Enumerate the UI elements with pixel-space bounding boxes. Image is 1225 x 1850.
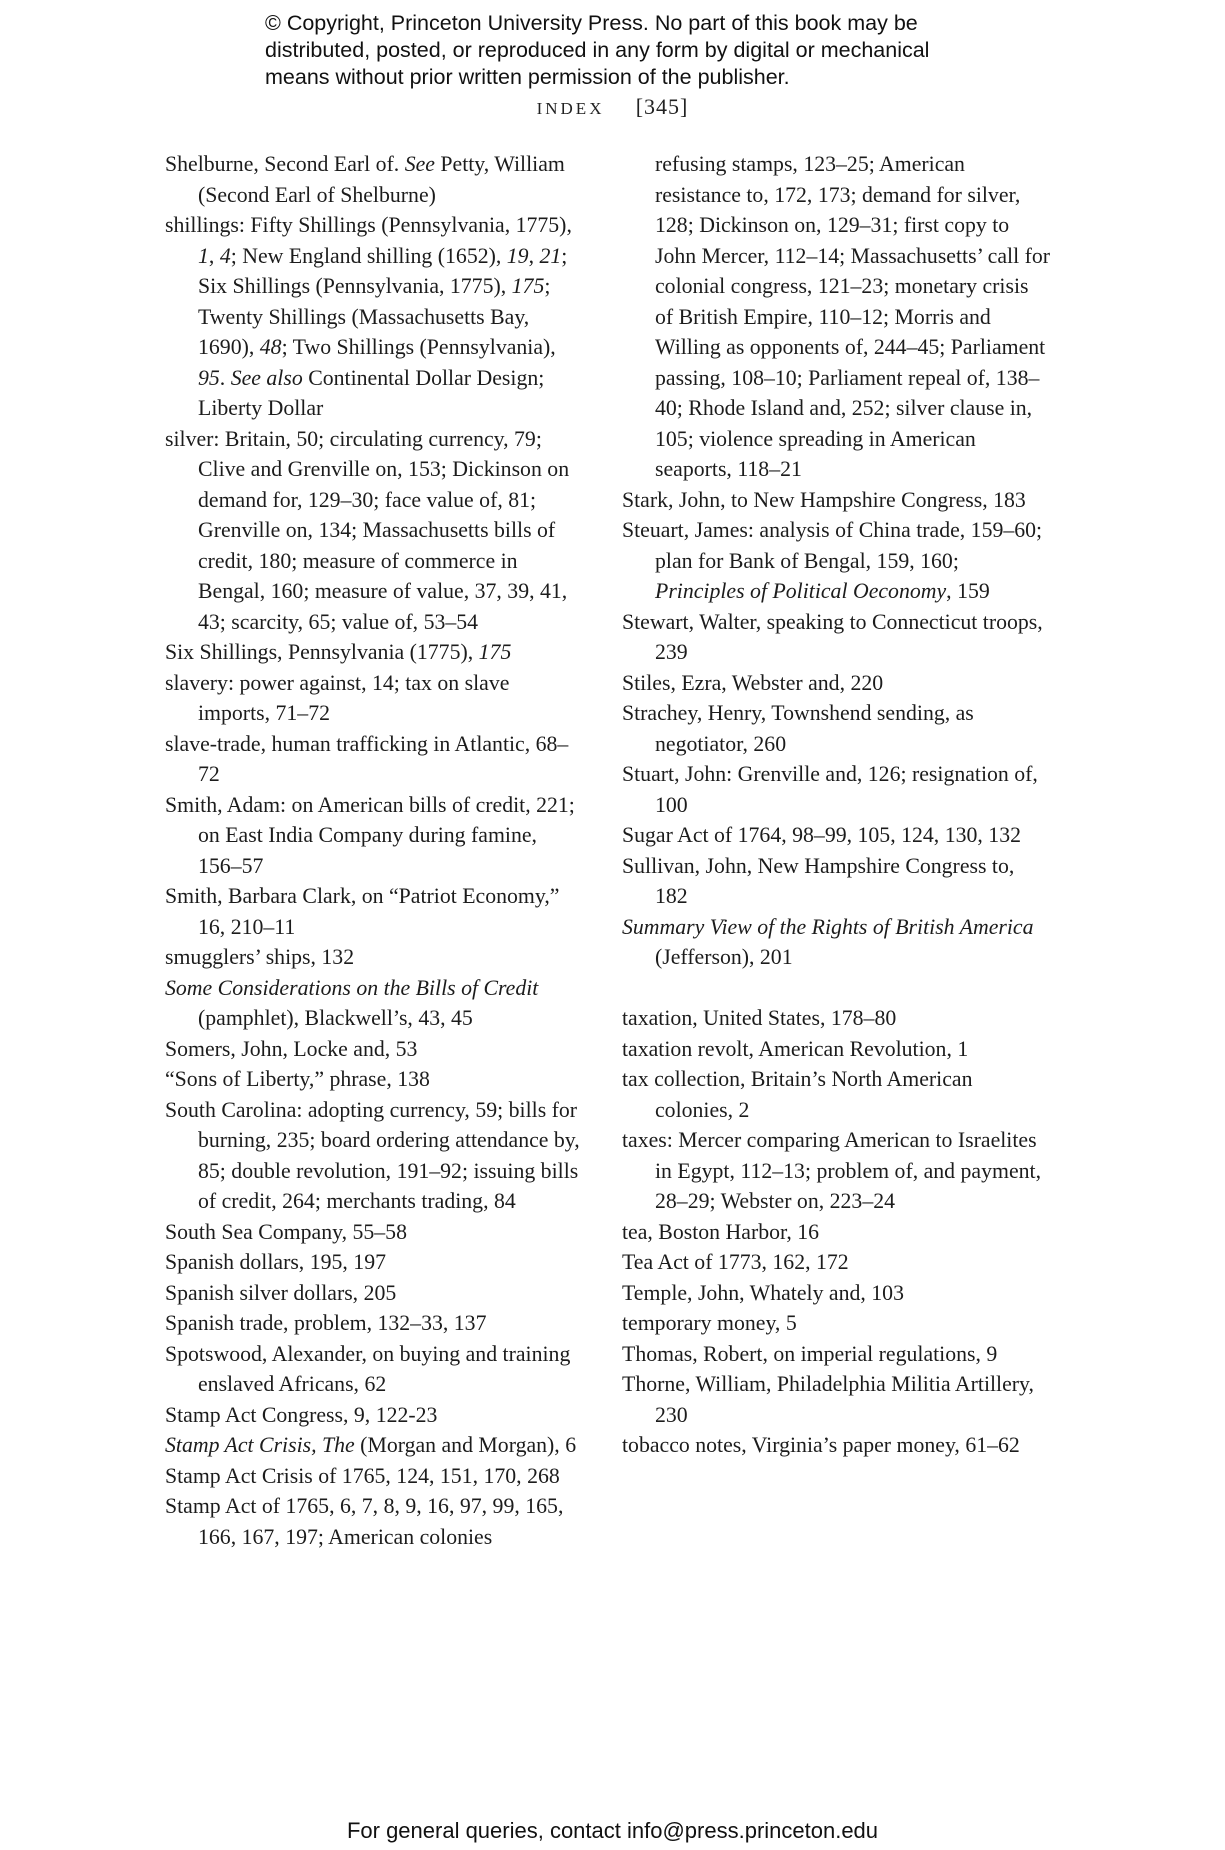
- index-column-right: [622, 149, 1052, 1461]
- index-text: “Sons of Liberty,” phrase, 138: [165, 1067, 430, 1091]
- index-text: slave-trade, human trafficking in Atlantic, 68–72: [165, 731, 569, 786]
- index-text: silver: Britain, 50; circulating currency, 79; Clive and Grenville on, 153; Dickinson on demand for, 129–30; face value of, 81; Grenville on, 134; Massachusetts bills of credit, 180; measure of commerce in Bengal, 160; measure of value, 37, 39, 41, 43; scarcity, 65; value of, 53–54: [165, 426, 570, 634]
- index-text: Petty, William (Second Earl of Shelburne): [198, 152, 565, 207]
- index-entry: [622, 1217, 1052, 1248]
- index-entry: [165, 1339, 585, 1400]
- index-entry: [622, 1247, 1052, 1278]
- index-column-left: [165, 149, 585, 1552]
- index-text: Tea Act of 1773, 162, 172: [622, 1250, 849, 1274]
- index-text: Stamp Act Crisis of 1765, 124, 151, 170, 268: [165, 1463, 560, 1488]
- index-text: tea, Boston Harbor, 16: [622, 1219, 820, 1244]
- index-italic-text: See also: [230, 365, 303, 390]
- index-entry: [165, 790, 585, 882]
- index-entry: [165, 668, 585, 729]
- index-entry: [165, 149, 585, 210]
- index-entry: [622, 1003, 1052, 1034]
- index-italic-text: 19: [506, 243, 529, 268]
- index-italic-text: Summary View of the Rights of British America: [622, 914, 1034, 939]
- index-text: Thomas, Robert, on imperial regulations, 9: [622, 1341, 998, 1366]
- index-text: Sullivan, John, New Hampshire Congress to, 182: [622, 853, 1015, 908]
- index-entry: [622, 1064, 1052, 1125]
- index-entry: [622, 1308, 1052, 1339]
- index-text: Smith, Adam: on American bills of credit, 221; on East India Company during famine, 156–57: [165, 792, 575, 878]
- page-number: [345]: [635, 94, 689, 119]
- index-text: temporary money, 5: [622, 1311, 797, 1335]
- index-entry: [165, 729, 585, 790]
- index-entry: [622, 485, 1052, 516]
- index-entry: [165, 1064, 585, 1095]
- index-entry: [622, 607, 1052, 668]
- index-text: Strachey, Henry, Townshend sending, as negotiator, 260: [622, 701, 974, 756]
- index-text: tax collection, Britain’s North American colonies, 2: [622, 1067, 973, 1122]
- index-text: Spanish trade, problem, 132–33, 137: [165, 1311, 487, 1335]
- index-text: refusing stamps, 123–25; American resistance to, 172, 173; demand for silver, 128; Dickinson on, 129–31; first copy to John Mercer, 112–14; Massachusetts’ call for colonial congress, 121–23; monetary crisis of British Empire, 110–12; Morris and Willing as opponents of, 244–45; Parliament passing, 108–10; Parliament repeal of, 138–40; Rhode Island and, 252; silver clause in, 105; violence spreading in American seaports, 118–21: [655, 152, 1050, 481]
- index-entry: [622, 1034, 1052, 1065]
- index-text: Stamp Act of 1765, 6, 7, 8, 9, 16, 97, 99, 165, 166, 167, 197; American colonies: [165, 1494, 564, 1549]
- index-italic-text: Stamp Act Crisis, The: [165, 1433, 355, 1457]
- index-italic-text: Some Considerations on the Bills of Credit: [165, 975, 539, 1000]
- index-text: Six Shillings, Pennsylvania (1775),: [165, 640, 479, 664]
- index-text: ,: [208, 243, 220, 268]
- index-text: Shelburne, Second Earl of.: [165, 152, 405, 176]
- index-text: Continental Dollar Design; Liberty Dollar: [198, 365, 545, 420]
- index-text: ; Two Shillings (Pennsylvania),: [281, 335, 556, 359]
- index-entry: [165, 942, 585, 973]
- index-text: Somers, John, Locke and, 53: [165, 1036, 418, 1061]
- index-text: ; New England shilling (1652),: [230, 243, 507, 268]
- index-entry: [165, 1247, 585, 1278]
- index-text: Smith, Barbara Clark, on “Patriot Economy,” 16, 210–11: [165, 884, 560, 939]
- index-text: Spanish dollars, 195, 197: [165, 1250, 386, 1274]
- index-text: .: [219, 365, 231, 390]
- index-entry: [165, 1430, 585, 1461]
- index-entry: [622, 1125, 1052, 1217]
- index-text: Steuart, James: analysis of China trade, 159–60; plan for Bank of Bengal, 159, 160;: [622, 518, 1043, 573]
- index-text: ; Twenty Shillings (Massachusetts Bay, 1690),: [198, 274, 551, 359]
- index-entry: [622, 912, 1052, 973]
- copyright-line: © Copyright, Princeton University Press. No part of this book may be: [265, 11, 918, 35]
- index-entry: [165, 973, 585, 1034]
- index-italic-text: 48: [259, 335, 282, 359]
- index-entry: [622, 1430, 1052, 1461]
- index-text: Stewart, Walter, speaking to Connecticut troops, 239: [622, 609, 1043, 664]
- index-text: (Morgan and Morgan), 6: [354, 1433, 577, 1457]
- index-text: tobacco notes, Virginia’s paper money, 61–62: [622, 1433, 1020, 1457]
- index-entry: [165, 881, 585, 942]
- index-text: Thorne, William, Philadelphia Militia Artillery, 230: [622, 1372, 1034, 1427]
- index-entry: [622, 1339, 1052, 1370]
- index-italic-text: Principles of Political Oeconomy: [655, 579, 947, 603]
- running-head: [0, 94, 1225, 120]
- index-entry: [165, 1217, 585, 1248]
- index-text: Spanish silver dollars, 205: [165, 1280, 397, 1305]
- index-text: South Carolina: adopting currency, 59; bills for burning, 235; board ordering attendance by, 85; double revolution, 191–92; issuing bills of credit, 264; merchants trading, 84: [165, 1097, 580, 1213]
- index-text: taxation, United States, 178–80: [622, 1006, 897, 1030]
- index-entry: [165, 210, 585, 424]
- index-entry: [622, 820, 1052, 851]
- index-text: Temple, John, Whately and, 103: [622, 1280, 904, 1305]
- index-italic-text: 21: [539, 243, 562, 268]
- index-text: smugglers’ ships, 132: [165, 945, 355, 969]
- running-head-label: INDEX: [536, 99, 605, 118]
- index-entry: [165, 1491, 585, 1552]
- index-italic-text: 4: [219, 243, 231, 268]
- index-text: shillings: Fifty Shillings (Pennsylvania, 1775),: [165, 213, 572, 237]
- copyright-line: means without prior written permission of the publisher.: [265, 65, 790, 89]
- index-italic-text: 1: [198, 243, 209, 268]
- index-text: Stuart, John: Grenville and, 126; resignation of, 100: [622, 762, 1038, 817]
- index-text: taxation revolt, American Revolution, 1: [622, 1036, 969, 1061]
- index-text: , 159: [946, 579, 990, 603]
- index-entry: [165, 1461, 585, 1492]
- index-entry: [165, 1278, 585, 1309]
- index-text: South Sea Company, 55–58: [165, 1219, 407, 1244]
- index-text: (pamphlet), Blackwell’s, 43, 45: [198, 1006, 473, 1030]
- index-entry: [622, 1278, 1052, 1309]
- index-text: Stark, John, to New Hampshire Congress, 183: [622, 487, 1026, 512]
- index-entry: [165, 1034, 585, 1065]
- index-text: Sugar Act of 1764, 98–99, 105, 124, 130, 132: [622, 823, 1021, 847]
- index-text: (Jefferson), 201: [655, 945, 793, 969]
- index-text: Spotswood, Alexander, on buying and training enslaved Africans, 62: [165, 1341, 571, 1396]
- index-entry: [165, 424, 585, 638]
- index-italic-text: 175: [478, 640, 512, 664]
- footer-contact: For general queries, contact info@press.princeton.edu: [346, 1818, 879, 1843]
- index-entry: [622, 698, 1052, 759]
- index-entry: [165, 1400, 585, 1431]
- index-entry: [622, 851, 1052, 912]
- index-text: Stamp Act Congress, 9, 122-23: [165, 1402, 438, 1427]
- index-text: slavery: power against, 14; tax on slave imports, 71–72: [165, 670, 510, 725]
- index-italic-text: See: [404, 152, 435, 176]
- copyright-notice: [265, 10, 1065, 91]
- index-text: Stiles, Ezra, Webster and, 220: [622, 670, 884, 695]
- index-text: ,: [528, 243, 540, 268]
- index-entry: [165, 1308, 585, 1339]
- index-text: ; Six Shillings (Pennsylvania, 1775),: [198, 243, 568, 298]
- index-italic-text: 175: [511, 274, 545, 298]
- index-entry: [622, 1369, 1052, 1430]
- index-italic-text: 95: [198, 365, 220, 390]
- index-entry-continuation: [622, 149, 1052, 485]
- index-entry: [622, 759, 1052, 820]
- index-entry: [622, 668, 1052, 699]
- copyright-line: distributed, posted, or reproduced in any form by digital or mechanical: [265, 38, 930, 62]
- index-entry: [622, 515, 1052, 607]
- index-entry: [165, 637, 585, 668]
- index-text: taxes: Mercer comparing American to Israelites in Egypt, 112–13; problem of, and payment, 28–29; Webster on, 223–24: [622, 1128, 1042, 1213]
- index-entry: [165, 1095, 585, 1217]
